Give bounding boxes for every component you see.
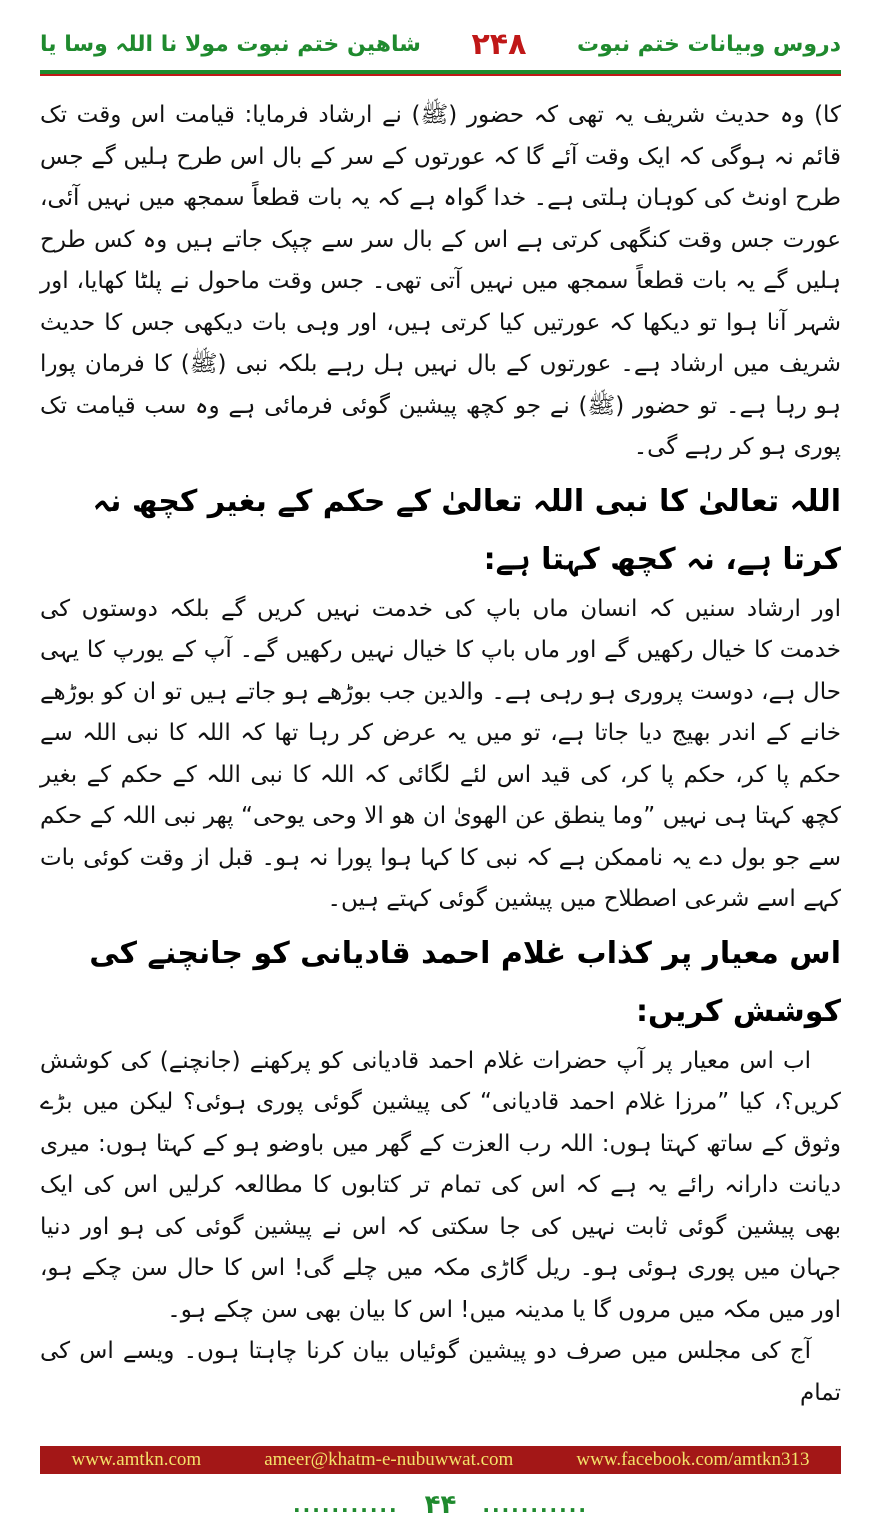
dots-left: ........... xyxy=(293,1493,399,1517)
paragraph-1: کا) وہ حدیث شریف یہ تھی کہ حضور (ﷺ) نے ارشاد فرمایا: قیامت اس وقت تک قائم نہ ہوگی کہ ایک وقت آئے گا کہ عورتوں کے سر کے بال اس طرح ہلیں گے جس طرح اونٹ کی کوہان ہلتی ہے۔ خدا گواہ ہے کہ یہ بات قطعاً سمجھ میں نہیں آئی، عورت جس وقت کنگھی کرتی ہے اس کے بال سر سے چپک جاتے ہیں وہ کس طرح ہلیں گے یہ بات قطعاً سمجھ میں نہیں آتی تھی۔ جس وقت ماحول نے پلٹا کھایا، اور شہر آنا ہوا تو دیکھا کہ عورتیں کیا کرتی ہیں، اور وہی بات دیکھی جس کا حدیث شریف میں ارشاد ہے۔ عورتوں کے بال نہیں ہل رہے بلکہ نبی (ﷺ) کا فرمان پورا ہو رہا ہے۔ تو حضور (ﷺ) نے جو کچھ پیشین گوئی فرمائی ہے وہ سب قیامت تک پوری ہو کر رہے گی۔ xyxy=(40,102,841,460)
page-number: ۲۴۸ xyxy=(471,26,527,62)
paragraph-2: اور ارشاد سنیں کہ انسان ماں باپ کی خدمت نہیں کریں گے بلکہ دوستوں کی خدمت کا خیال رکھیں گے اور ماں باپ کا خیال نہیں رکھیں گے۔ آپ کے یورپ کا یہی حال ہے، دوست پروری ہو رہی ہے۔ والدین جب بوڑھے ہو جاتے ہیں تو ان کو بوڑھے خانے کے اندر بھیج دیا جاتا ہے، تو میں یہ عرض کر رہا تھا کہ اللہ کا نبی اللہ سے حکم پا کر، حکم پا کر، کی قید اس لئے لگائی کہ اللہ کا نبی اللہ کے حکم کے بغیر کچھ کہتا ہی نہیں ”وما ینطق عن الھویٰ ان ھو الا وحی یوحی“ پھر نبی اللہ کے حکم سے جو بول دے یہ ناممکن ہے کہ نبی کا کہا ہوا پورا نہ ہو۔ قبل از وقت کوئی بات کہے اسے شرعی اصطلاح میں پیشین گوئی کہتے ہیں۔ xyxy=(40,595,841,912)
website-link[interactable]: www.amtkn.com xyxy=(71,1449,202,1470)
paragraph-4: آج کی مجلس میں صرف دو پیشین گوئیاں بیان کرنا چاہتا ہوں۔ ویسے اس کی تمام xyxy=(40,1338,841,1406)
folio-line xyxy=(0,1490,881,1520)
facebook-link[interactable]: www.facebook.com/amtkn313 xyxy=(576,1449,810,1470)
page-body xyxy=(40,95,841,1414)
dots-right: ........... xyxy=(482,1493,588,1517)
folio-number: ۴۴ xyxy=(424,1490,457,1520)
page-header xyxy=(40,22,841,66)
paragraph-3: اب اس معیار پر آپ حضرات غلام احمد قادیانی کو پرکھنے (جانچنے) کی کوشش کریں؟، کیا ”مرزا غلام احمد قادیانی“ کی پیشین گوئی پوری ہوئی؟ لیکن میں بڑے وثوق کے ساتھ کہتا ہوں: اللہ رب العزت کے گھر میں باوضو ہو کے کہتا ہوں: میری دیانت دارانہ رائے یہ ہے کہ اس کی تمام تر کتابوں کا مطالعہ کرلیں اس کی ایک بھی پیشین گوئی ثابت نہیں کی جا سکتی کہ اس نے پیشین گوئی کی ہو اور دنیا جہان میں پوری ہوئی ہو۔ ریل گاڑی مکہ میں چلے گی! اس کا حال سن چکے ہو، اور میں مکہ میں مروں گا یا مدینہ میں! اس کا بیان بھی سن چکے ہو۔ xyxy=(40,1047,841,1323)
header-rule xyxy=(40,70,841,76)
email-link[interactable]: ameer@khatm-e-nubuwwat.com xyxy=(264,1449,514,1470)
heading-1: اللہ تعالیٰ کا نبی اللہ تعالیٰ کے حکم کے بغیر کچھ نہ کرتا ہے، نہ کچھ کہتا ہے: xyxy=(92,483,841,577)
heading-2: اس معیار پر کذاب غلام احمد قادیانی کو جانچنے کی کوشش کریں: xyxy=(89,935,841,1029)
book-title: دروس وبیانات ختم نبوت xyxy=(577,31,841,57)
section-title: شاهین ختم نبوت مولا نا اللہ وسا یا xyxy=(40,31,421,57)
footer-bar xyxy=(40,1446,841,1474)
